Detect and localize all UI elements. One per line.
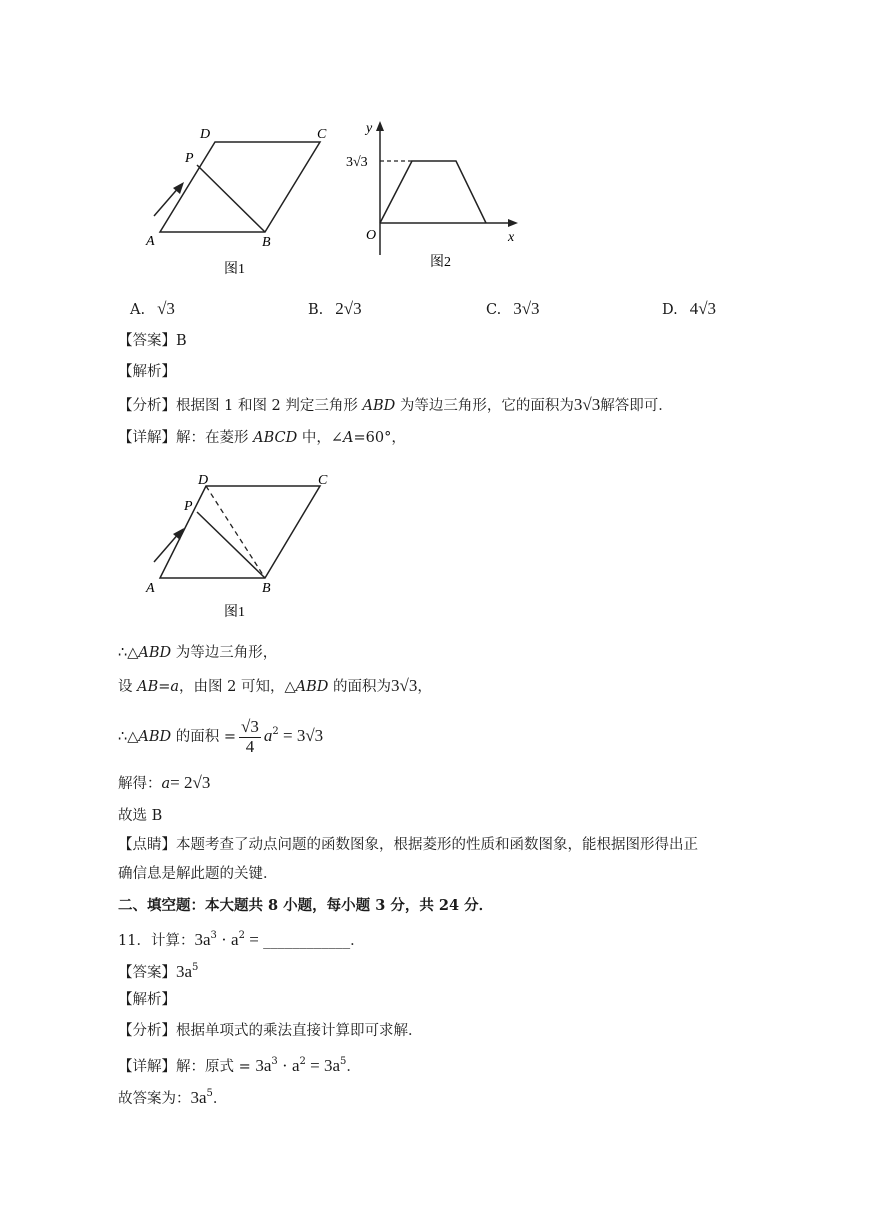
fig1-label-b: B: [262, 235, 271, 250]
fig2-origin-label: O: [366, 228, 377, 243]
fig2-x-label: x: [508, 230, 515, 245]
q10-answer: 【答案】B: [118, 333, 187, 349]
q10-step3: ∴△ABD 的面积 = $\frac{√3}{4}$ $a^2 = 3√3$: [118, 717, 324, 756]
fig1-label-p: P: [185, 151, 194, 166]
option-a: A. √3: [130, 299, 175, 318]
figure-1-rhombus: [140, 120, 340, 280]
fig1-label-d: D: [200, 127, 211, 142]
area-fraction: $\frac{√3}{4}$: [241, 717, 259, 756]
q11-question: 11．计算：$3a^3 \cdot a^2$ = ____________．: [118, 930, 365, 949]
option-c-value: 3√3: [513, 299, 540, 318]
fig1-label-c: C: [317, 127, 327, 142]
q11-answer: 【答案】$3a^5$: [118, 962, 199, 981]
fig1-label-a: A: [146, 234, 155, 249]
fig3-label-c: C: [318, 473, 328, 488]
option-c: C. 3√3: [486, 299, 540, 318]
q10-step4: 解得：a= 2√3: [118, 773, 211, 792]
fig3-label-a: A: [146, 581, 155, 596]
section-heading: 二、填空题：本大题共 8 小题，每小题 3 分，共 24 分．: [118, 897, 494, 914]
fig2-y-label: y: [366, 121, 373, 136]
option-d-value: 4√3: [689, 299, 717, 318]
fig3-caption: 图1: [224, 605, 245, 620]
figure-1-rhombus-dashed: [140, 468, 340, 628]
q10-analysis: 【解析】: [118, 364, 176, 380]
answer-blank: ____________: [263, 933, 351, 949]
q11-final: 故答案为：$3a^5$．: [118, 1088, 228, 1107]
q10-fenxi: 【分析】根据图 1 和图 2 判定三角形 ABD 为等边三角形，它的面积为3√3解答即可．: [118, 395, 673, 414]
q10-dianjing-1: 【点睛】本题考查了动点问题的函数图象，根据菱形的性质和函数图象，能根据图形得出正: [118, 837, 698, 853]
q10-step1: ∴△ABD 为等边三角形，: [118, 645, 278, 661]
fig3-label-d: D: [198, 473, 209, 488]
option-b: B. 2√3: [308, 299, 362, 318]
fig3-label-b: B: [262, 581, 271, 596]
q10-step5: 故选 B: [118, 808, 163, 824]
q10-dianjing-2: 确信息是解此题的关键．: [118, 866, 278, 882]
figure-2-graph: [340, 115, 530, 275]
fig2-caption: 图2: [430, 255, 451, 270]
fig1-caption: 图1: [224, 262, 245, 277]
q11-xiangjie: 【详解】解：原式 = $3a^3 \cdot a^2 = 3a^5$．: [118, 1056, 361, 1075]
q11-fenxi: 【分析】根据单项式的乘法直接计算即可求解．: [118, 1023, 423, 1039]
fig2-y-value: 3√3: [346, 155, 368, 170]
option-b-value: 2√3: [335, 299, 362, 318]
fig3-label-p: P: [184, 499, 193, 514]
option-d: D. 4√3: [662, 299, 717, 318]
q11-analysis: 【解析】: [118, 992, 176, 1008]
q10-xiangjie: 【详解】解：在菱形 ABCD 中，∠A=60°，: [118, 430, 406, 446]
q10-step2: 设 AB=a，由图 2 可知，△ABD 的面积为3√3，: [118, 676, 432, 695]
option-a-value: √3: [157, 299, 175, 318]
